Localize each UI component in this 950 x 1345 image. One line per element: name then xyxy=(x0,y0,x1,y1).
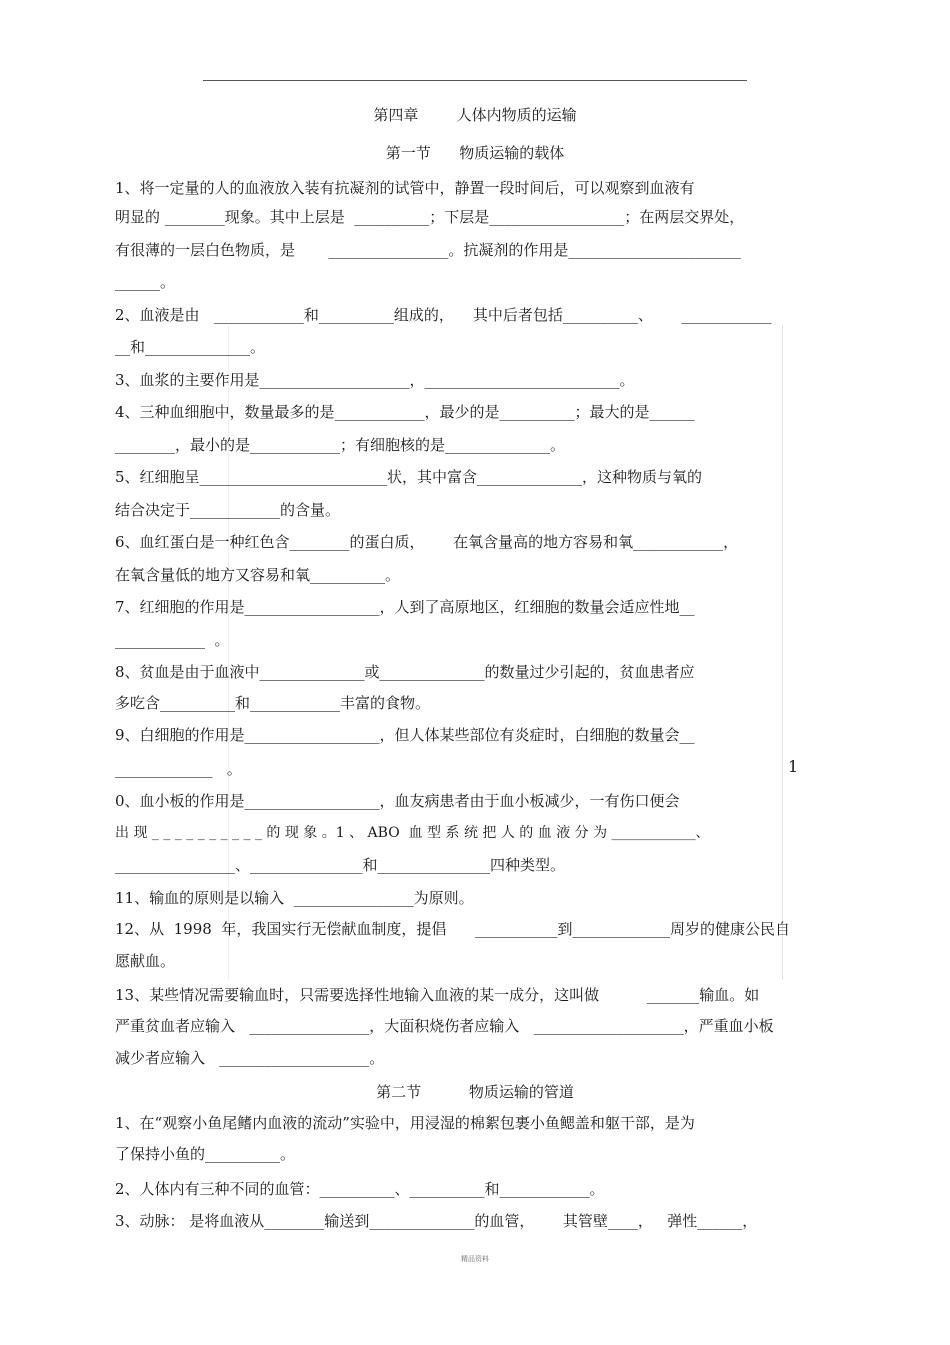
question-line: 结合决定于____________的含量。 xyxy=(115,501,341,519)
question-line: 多吃含__________和____________丰富的食物。 xyxy=(115,694,431,712)
question-line: ____________ 。 xyxy=(115,631,230,649)
section-title-2: 第二节 物质运输的管道 xyxy=(376,1083,574,1101)
question-line: 1、在“观察小鱼尾鳍内血液的流动”实验中，用浸湿的棉絮包裹小鱼鳃盖和躯干部，是为 xyxy=(115,1114,695,1132)
scan-artifact-line xyxy=(782,325,783,980)
chapter-title: 第四章 人体内物质的运输 xyxy=(373,106,577,124)
question-line: 5、红细胞呈_________________________状，其中富含______________，这种物质与氧的 xyxy=(115,468,703,486)
section-title-1: 第一节 物质运输的载体 xyxy=(385,144,565,162)
question-line: 严重贫血者应输入 ________________，大面积烧伤者应输入 ____________________，严重血小板 xyxy=(115,1017,774,1035)
question-line: 减少者应输入 ____________________。 xyxy=(115,1049,385,1067)
question-line: 3、动脉： 是将血液从________输送到______________的血管， 其管壁____， 弹性______， xyxy=(115,1212,758,1230)
question-line: __和______________。 xyxy=(115,338,266,356)
question-line: 在氧含量低的地方又容易和氧__________。 xyxy=(115,566,401,584)
question-line: 13、某些情况需要输血时，只需要选择性地输入血液的某一成分，这叫做 _______输血。如 xyxy=(115,986,760,1004)
question-line: 1、将一定量的人的血液放入装有抗凝剂的试管中，静置一段时间后，可以观察到血液有 xyxy=(115,179,695,197)
question-line: 3、血浆的主要作用是____________________，__________________________。 xyxy=(115,371,635,389)
question-line: 0、血小板的作用是__________________，血友病患者由于血小板减少，一有伤口便会 xyxy=(115,792,680,810)
question-line: _____________ 。 xyxy=(115,760,242,778)
question-line: 9、白细胞的作用是__________________，但人体某些部位有炎症时，白细胞的数量会__ xyxy=(115,726,695,744)
question-line: 12、从 1998 年，我国实行无偿献血制度，提倡 ___________到_____________周岁的健康公民自 xyxy=(115,920,790,938)
question-line: ________，最小的是____________；有细胞核的是______________。 xyxy=(115,436,566,454)
question-line: 2、人体内有三种不同的血管：__________、__________和____________。 xyxy=(115,1180,605,1198)
question-line: ______。 xyxy=(115,273,176,291)
page-number: 1 xyxy=(788,757,799,776)
question-line: 7、红细胞的作用是__________________，人到了高原地区，红细胞的数量会适应性地__ xyxy=(115,598,695,616)
question-line: 11、输血的原则是以输入 ________________为原则。 xyxy=(115,889,474,907)
question-line: 有很薄的一层白色物质，是 ________________。抗凝剂的作用是_______________________ xyxy=(115,241,741,259)
question-line: ________________、_______________和_______________四种类型。 xyxy=(115,856,566,874)
question-line: 2、血液是由 ____________和__________组成的， 其中后者包括__________、 ____________ xyxy=(115,306,772,324)
scan-artifact-line-left xyxy=(228,325,229,980)
question-line: 明显的 ________现象。其中上层是 __________；下层是__________________；在两层交界处， xyxy=(115,208,745,226)
question-line: 8、贫血是由于血液中______________或______________的数量过少引起的，贫血患者应 xyxy=(115,663,695,681)
question-line: 6、血红蛋白是一种红色含________的蛋白质， 在氧含量高的地方容易和氧____________， xyxy=(115,533,739,551)
header-rule xyxy=(203,80,747,81)
question-line: 了保持小鱼的__________。 xyxy=(115,1145,296,1163)
question-line: 愿献血。 xyxy=(115,952,176,970)
question-line: 出 现 _ _ _ _ _ _ _ _ _ _ 的 现 象 。1 、 ABO 血 型 系 统 把 人 的 血 液 分 为 ____________、 xyxy=(115,825,710,841)
question-line: 4、三种血细胞中，数量最多的是____________，最少的是__________；最大的是______ xyxy=(115,403,695,421)
footer-text: 精品资料 xyxy=(461,1255,489,1263)
